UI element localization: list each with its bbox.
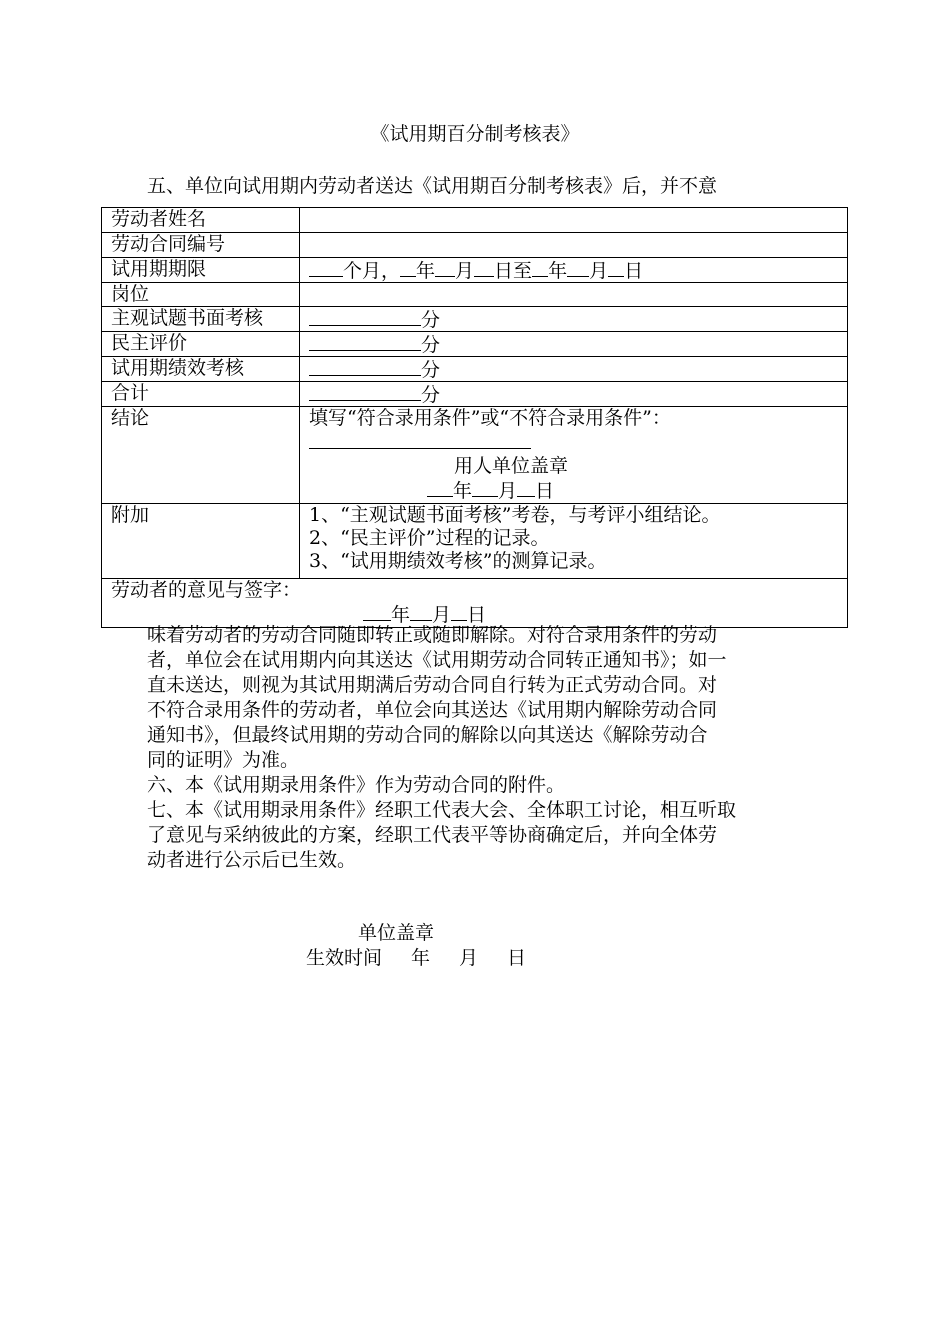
list-item: 2、“民主评价”过程的记录。	[309, 527, 550, 549]
text-line: 不符合录用条件的劳动者，单位会向其送达《试用期内解除劳动合同	[147, 699, 718, 721]
performance-score[interactable]: 分	[300, 357, 848, 382]
text-line: 动者进行公示后已生效。	[147, 849, 357, 871]
page-title: 《试用期百分制考核表》	[370, 123, 580, 145]
conclusion-field[interactable]	[300, 407, 848, 504]
attachment-list	[300, 504, 848, 579]
blank-line	[363, 602, 391, 621]
text-line: 直未送达，则视为其试用期满后劳动合同自行转为正式劳动合同。对	[147, 674, 718, 696]
text-line: 味着劳动者的劳动合同随即转正或随即解除。对符合录用条件的劳动	[147, 624, 718, 646]
table-row	[102, 283, 848, 307]
blank-line	[309, 307, 421, 326]
blank-line	[309, 332, 421, 351]
blank-line	[309, 258, 343, 277]
post-label: 岗位	[102, 283, 300, 307]
table-row	[102, 504, 848, 579]
attachment-label: 附加	[102, 504, 300, 579]
assessment-table	[101, 207, 848, 628]
table-row	[102, 357, 848, 382]
contract-label: 劳动合同编号	[102, 233, 300, 258]
table-row	[102, 382, 848, 407]
period-field[interactable]: 个月， 年 月 日至 年 月 日	[300, 258, 848, 283]
blank-line	[608, 258, 624, 277]
democratic-score[interactable]: 分	[300, 332, 848, 357]
list-item: 1、“主观试题书面考核”考卷，与考评小组结论。	[309, 504, 721, 526]
contract-field[interactable]	[300, 233, 848, 258]
text-line: 通知书》，但最终试用期的劳动合同的解除以向其送达《解除劳动合	[147, 724, 708, 746]
conclusion-prompt: 填写“符合录用条件”或“不符合录用条件”：	[309, 407, 671, 429]
total-score[interactable]: 分	[300, 382, 848, 407]
blank-line	[517, 478, 535, 497]
blank-line	[309, 357, 421, 376]
blank-line	[427, 478, 453, 497]
blank-line	[400, 258, 416, 277]
table-row	[102, 258, 848, 283]
text-line: 者，单位会在试用期内向其送达《试用期劳动合同转正通知书》；如一	[147, 649, 727, 671]
conclusion-label: 结论	[102, 407, 300, 504]
opinion-label: 劳动者的意见与签字：	[111, 579, 302, 601]
blank-line	[309, 430, 531, 449]
conclusion-date: 年 月 日	[309, 478, 847, 503]
table-row	[102, 233, 848, 258]
post-field[interactable]	[300, 283, 848, 307]
period-label: 试用期期限	[102, 258, 300, 283]
written-exam-score[interactable]: 分	[300, 307, 848, 332]
written-exam-label: 主观试题书面考核	[102, 307, 300, 332]
intro-line: 五、单位向试用期内劳动者送达《试用期百分制考核表》后，并不意	[147, 175, 718, 197]
blank-line	[567, 258, 589, 277]
total-label: 合计	[102, 382, 300, 407]
body-text	[147, 623, 813, 873]
text-line: 七、本《试用期录用条件》经职工代表大会、全体职工讨论，相互听取	[147, 799, 737, 821]
company-seal: 单位盖章	[358, 922, 435, 944]
table-row	[102, 208, 848, 233]
table-row	[102, 307, 848, 332]
text-line: 同的证明》为准。	[147, 749, 300, 771]
blank-line	[435, 258, 455, 277]
effective-date: 生效时间 年 月 日	[306, 947, 527, 969]
name-field[interactable]	[300, 208, 848, 233]
text-line: 了意见与采纳彼此的方案，经职工代表平等协商确定后，并向全体劳	[147, 824, 718, 846]
performance-label: 试用期绩效考核	[102, 357, 300, 382]
text-line: 六、本《试用期录用条件》作为劳动合同的附件。	[147, 774, 566, 796]
blank-line	[472, 478, 498, 497]
table-row	[102, 579, 848, 628]
blank-line	[532, 258, 548, 277]
signature-date: 年 月 日	[111, 602, 847, 627]
blank-line	[474, 258, 494, 277]
employer-seal: 用人单位盖章	[454, 455, 569, 477]
democratic-label: 民主评价	[102, 332, 300, 357]
name-label: 劳动者姓名	[102, 208, 300, 233]
blank-line	[410, 602, 432, 621]
table-row	[102, 332, 848, 357]
blank-line	[309, 382, 421, 401]
list-item: 3、“试用期绩效考核”的测算记录。	[309, 550, 607, 572]
effective-label: 生效时间	[306, 947, 383, 969]
blank-line	[451, 602, 467, 621]
opinion-signature-field[interactable]	[102, 579, 848, 628]
table-row	[102, 407, 848, 504]
